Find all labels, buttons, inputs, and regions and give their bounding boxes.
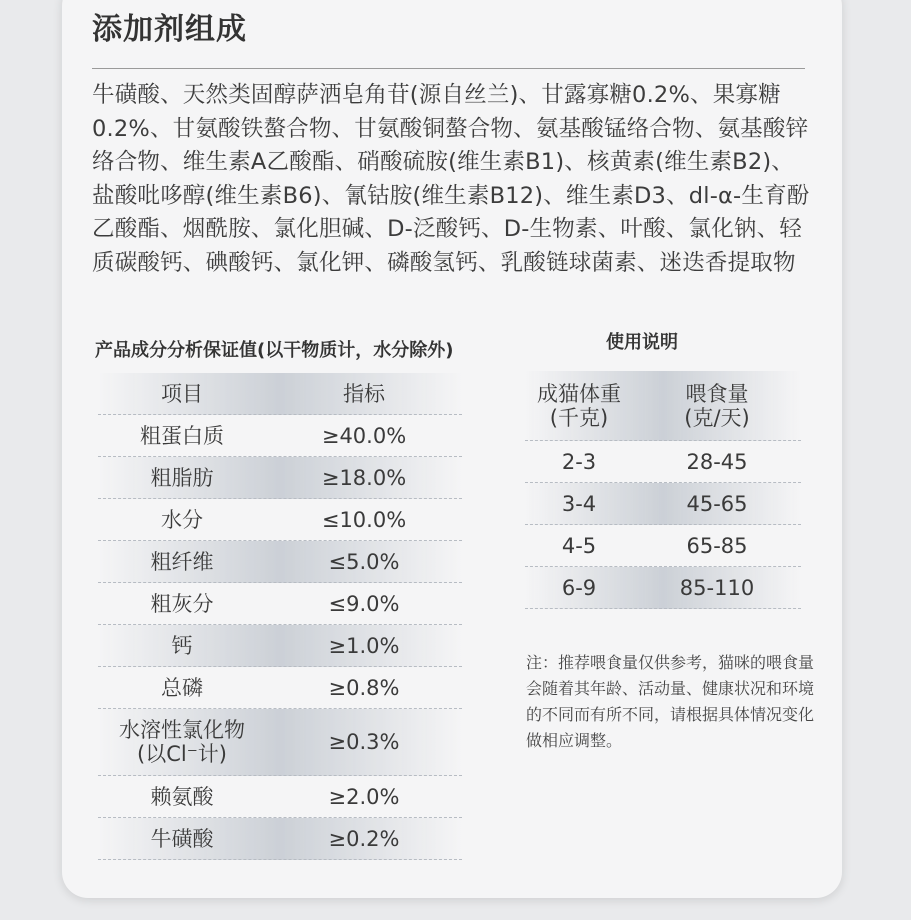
usage-header-row [525, 371, 801, 441]
table-row [98, 776, 462, 818]
analysis-value: ≤9.0% [328, 591, 400, 616]
usage-amount: 28-45 [686, 449, 748, 474]
analysis-item: 水分 [161, 507, 203, 532]
analysis-item: 钙 [171, 633, 193, 658]
analysis-header-item: 项目 [161, 381, 203, 406]
analysis-value: ≤10.0% [321, 507, 407, 532]
table-row [98, 709, 462, 776]
table-row [525, 441, 801, 483]
table-row [98, 625, 462, 667]
table-row [98, 457, 462, 499]
analysis-item: 粗纤维 [150, 549, 214, 574]
analysis-value: ≤5.0% [328, 549, 400, 574]
table-row [98, 499, 462, 541]
analysis-table [98, 373, 462, 860]
analysis-item: 牛磺酸 [150, 826, 214, 851]
analysis-item: 水溶性氯化物 (以Cl⁻计) [119, 718, 245, 766]
table-row [98, 818, 462, 860]
analysis-value: ≥0.8% [328, 675, 400, 700]
ingredients-text: 牛磺酸、天然类固醇萨洒皂角苷(源自丝兰)、甘露寡糖0.2%、果寡糖0.2%、甘氨酸铁螯合物、甘氨酸铜螯合物、氨基酸锰络合物、氨基酸锌络合物、维生素A乙酸酯、硝酸硫胺(维生素B1)、核黄素(维生素B2)、盐酸吡哆醇(维生素B6)、氰钴胺(维生素B12)、维生素D3、dl-α-生育酚乙酸酯、烟酰胺、氯化胆碱、D-泛酸钙、D-生物素、叶酸、氯化钠、轻质碳酸钙、碘酸钙、氯化钾、磷酸氢钙、乳酸链球菌素、迷迭香提取物 [92, 82, 810, 276]
usage-table [525, 371, 801, 609]
analysis-value: ≥0.2% [328, 826, 400, 851]
usage-header-amount: 喂食量 (克/天) [684, 381, 750, 430]
table-row [525, 567, 801, 609]
analysis-item: 粗蛋白质 [140, 423, 224, 448]
usage-note: 注：推荐喂食量仅供参考，猫咪的喂食量会随着其年龄、活动量、健康状况和环境的不同而有所不同，请根据具体情况变化做相应调整。 [526, 653, 815, 750]
table-row [525, 483, 801, 525]
usage-amount: 65-85 [686, 533, 748, 558]
analysis-value: ≥2.0% [328, 784, 400, 809]
analysis-header-value: 指标 [343, 381, 385, 406]
analysis-value: ≥18.0% [321, 465, 407, 490]
analysis-value: ≥0.3% [328, 730, 400, 754]
analysis-item: 赖氨酸 [150, 784, 214, 809]
analysis-item: 粗灰分 [150, 591, 214, 616]
analysis-item: 粗脂肪 [150, 465, 214, 490]
analysis-value: ≥1.0% [328, 633, 400, 658]
usage-amount: 85-110 [679, 575, 755, 600]
page-title: 添加剂组成 [92, 12, 247, 47]
analysis-value: ≥40.0% [321, 423, 407, 448]
usage-header-weight: 成猫体重 (千克) [537, 381, 621, 430]
analysis-header-row [98, 373, 462, 415]
divider [92, 68, 805, 69]
analysis-title: 产品成分分析保证值(以干物质计，水分除外) [95, 340, 454, 361]
usage-weight: 3-4 [561, 491, 597, 516]
table-row [98, 541, 462, 583]
table-row [98, 415, 462, 457]
usage-weight: 6-9 [561, 575, 597, 600]
usage-weight: 2-3 [561, 449, 597, 474]
usage-title: 使用说明 [606, 332, 678, 353]
usage-amount: 45-65 [686, 491, 748, 516]
usage-weight: 4-5 [561, 533, 597, 558]
table-row [525, 525, 801, 567]
analysis-item: 总磷 [161, 675, 203, 700]
table-row [98, 667, 462, 709]
table-row [98, 583, 462, 625]
